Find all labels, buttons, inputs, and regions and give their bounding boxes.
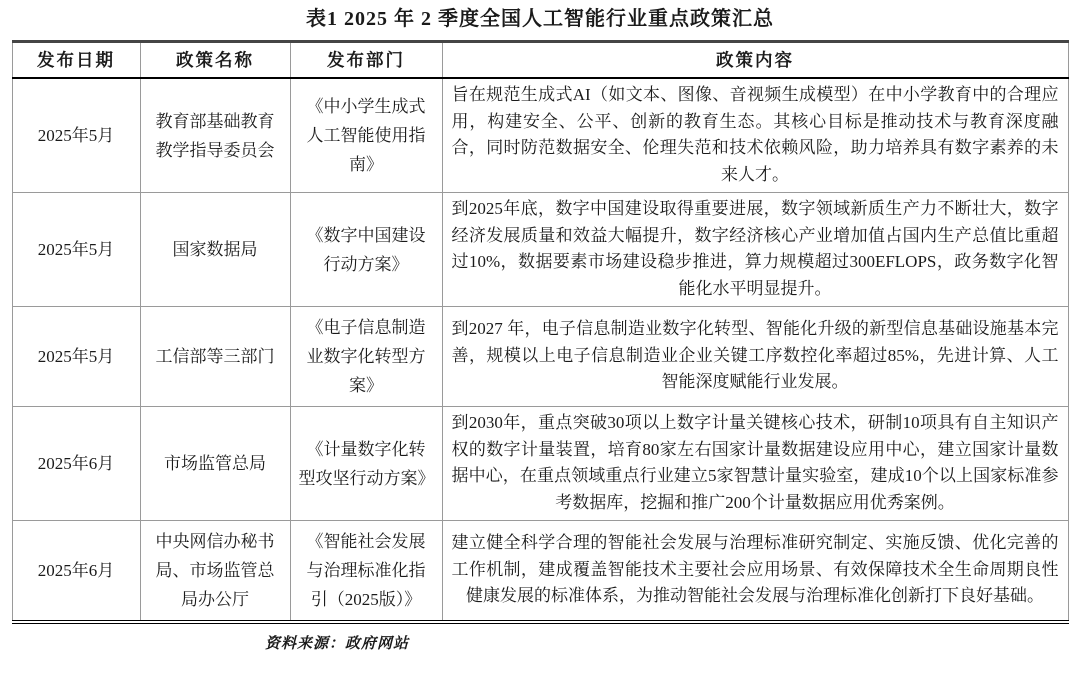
table-header — [12, 42, 1068, 79]
policy-content-cell: 旨在规范生成式AI（如文本、图像、音视频生成模型）在中小学教育中的合理应用，构建安全、公平、创新的教育生态。其核心目标是推动技术与教育深度融合，同时防范数据安全、伦理失范和技术依赖风险，助力培养具有数字素养的未来人才。 — [442, 78, 1068, 193]
policy-content-cell: 到2025年底，数字中国建设取得重要进展，数字领域新质生产力不断壮大，数字经济发展质量和效益大幅提升，数字经济核心产业增加值占国内生产总值比重超过10%，数据要素市场建设稳步推进，算力规模超过300EFLOPS，政务数字化智能化水平明显提升。 — [442, 193, 1068, 307]
department-cell: 《数字中国建设行动方案》 — [290, 193, 442, 307]
header-cell-publish-date: 发布日期 — [12, 42, 140, 79]
header-cell-policy-content: 政策内容 — [442, 42, 1068, 79]
policy-table — [12, 40, 1069, 624]
date-cell: 2025年5月 — [12, 78, 140, 193]
table-row — [12, 193, 1068, 307]
table-row — [12, 407, 1068, 521]
policy-name-cell: 中央网信办秘书局、市场监管总局办公厅 — [140, 521, 290, 623]
policy-content-cell: 到2027 年，电子信息制造业数字化转型、智能化升级的新型信息基础设施基本完善，规模以上电子信息制造业企业关键工序数控化率超过85%，先进计算、人工智能深度赋能行业发展。 — [442, 307, 1068, 407]
table-body — [12, 78, 1068, 622]
table-row — [12, 78, 1068, 193]
policy-name-cell: 工信部等三部门 — [140, 307, 290, 407]
department-cell: 《中小学生成式人工智能使用指南》 — [290, 78, 442, 193]
policy-content-cell: 到2030年，重点突破30项以上数字计量关键核心技术，研制10项具有自主知识产权的数字计量装置，培育80家左右国家计量数据建设应用中心，建立国家计量数据中心，在重点领域重点行业建立5家智慧计量实验室，建成10个以上国家标准参考数据库，挖掘和推广200个计量数据应用优秀案例。 — [442, 407, 1068, 521]
policy-name-cell: 市场监管总局 — [140, 407, 290, 521]
table-title: 表1 2025 年 2 季度全国人工智能行业重点政策汇总 — [306, 8, 774, 30]
policy-name-cell: 国家数据局 — [140, 193, 290, 307]
department-cell: 《电子信息制造业数字化转型方案》 — [290, 307, 442, 407]
department-cell: 《智能社会发展与治理标准化指引（2025版）》 — [290, 521, 442, 623]
date-cell: 2025年5月 — [12, 307, 140, 407]
header-row — [12, 42, 1068, 79]
date-cell: 2025年6月 — [12, 407, 140, 521]
table-row — [12, 521, 1068, 623]
department-cell: 《计量数字化转型攻坚行动方案》 — [290, 407, 442, 521]
table-row — [12, 307, 1068, 407]
source-note: 资料来源：政府网站 — [265, 636, 410, 652]
date-cell: 2025年5月 — [12, 193, 140, 307]
header-cell-publish-department: 发布部门 — [290, 42, 442, 79]
header-cell-policy-name: 政策名称 — [140, 42, 290, 79]
date-cell: 2025年6月 — [12, 521, 140, 623]
policy-content-cell: 建立健全科学合理的智能社会发展与治理标准研究制定、实施反馈、优化完善的工作机制，建成覆盖智能技术主要社会应用场景、有效保障技术全生命周期良性健康发展的标准体系，为推动智能社会发展与治理标准化创新打下良好基础。 — [442, 521, 1068, 623]
policy-name-cell: 教育部基础教育教学指导委员会 — [140, 78, 290, 193]
